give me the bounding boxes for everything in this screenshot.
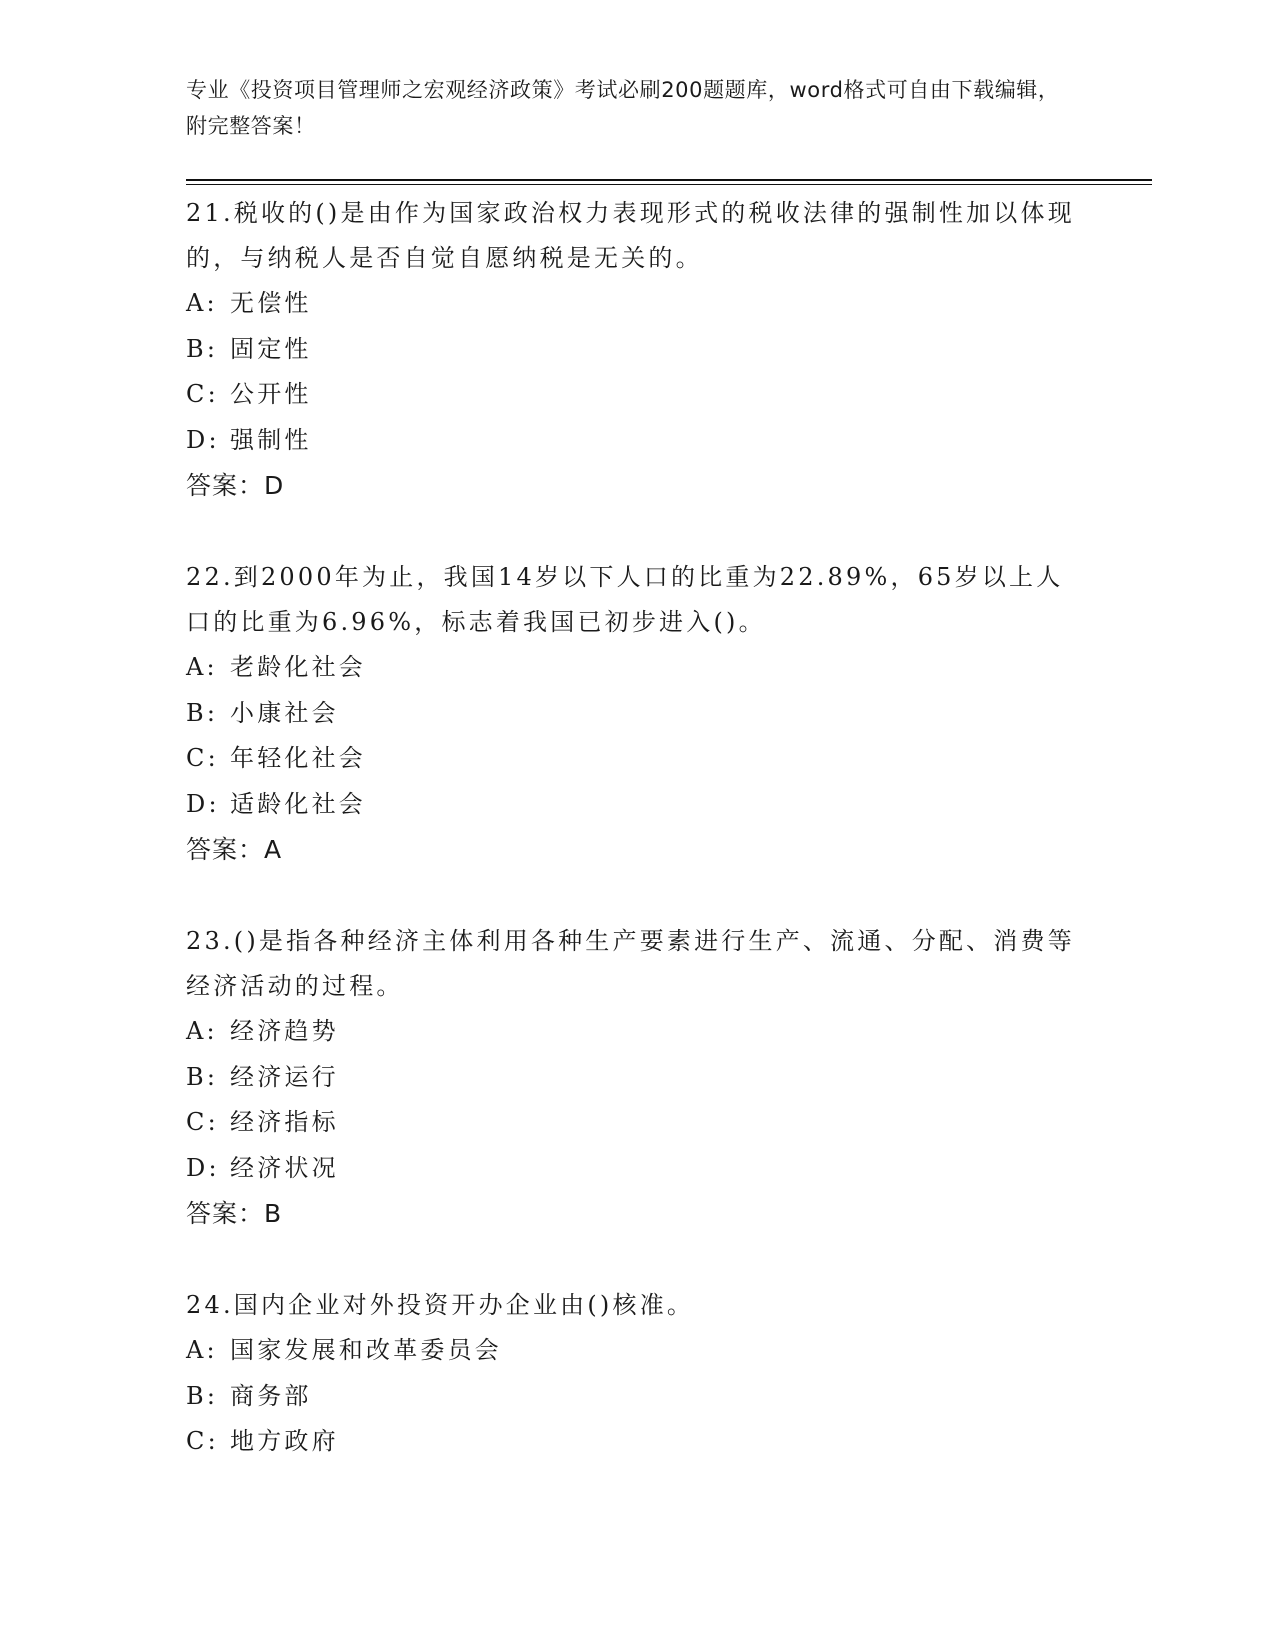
option-text: 无偿性	[230, 289, 312, 317]
header-rule-thin	[186, 184, 1152, 185]
header-rule-thick	[186, 179, 1152, 181]
option-d	[186, 418, 1086, 464]
option-letter: B:	[186, 1062, 219, 1091]
option-text: 经济指标	[230, 1108, 339, 1136]
option-letter: C:	[186, 1108, 219, 1136]
option-d	[186, 782, 1086, 828]
option-text: 经济状况	[230, 1153, 339, 1182]
option-text: 经济运行	[230, 1062, 339, 1091]
option-text: 老龄化社会	[230, 653, 366, 681]
option-c	[186, 736, 1086, 782]
option-b	[186, 1374, 1086, 1420]
option-a	[186, 1328, 1086, 1374]
option-letter: C:	[186, 1427, 219, 1455]
answer: 答案：A	[186, 835, 283, 864]
option-text: 强制性	[230, 425, 312, 454]
question-22	[186, 553, 1086, 873]
option-text: 适龄化社会	[230, 789, 366, 818]
option-text: 经济趋势	[230, 1017, 339, 1045]
option-letter: A:	[186, 1017, 218, 1045]
option-a	[186, 1009, 1086, 1055]
question-stem: 21.税收的()是由作为国家政治权力表现形式的税收法律的强制性加以体现的，与纳税人是否自觉自愿纳税是无关的。	[186, 199, 1075, 272]
option-c	[186, 1100, 1086, 1146]
option-letter: B:	[186, 698, 219, 727]
option-letter: B:	[186, 1381, 219, 1410]
option-b	[186, 691, 1086, 737]
option-letter: A:	[186, 653, 218, 681]
option-b	[186, 327, 1086, 373]
option-text: 地方政府	[230, 1427, 339, 1455]
option-text: 国家发展和改革委员会	[230, 1336, 502, 1364]
option-text: 公开性	[230, 380, 312, 408]
option-a	[186, 281, 1086, 327]
question-stem: 24.国内企业对外投资开办企业由()核准。	[186, 1291, 695, 1319]
option-text: 年轻化社会	[230, 744, 366, 772]
option-letter: D:	[186, 789, 220, 818]
option-letter: C:	[186, 380, 219, 408]
document-header: 专业《投资项目管理师之宏观经济政策》考试必刷200题题库，word格式可自由下载编辑，附完整答案！	[186, 78, 1060, 138]
option-a	[186, 645, 1086, 691]
option-text: 商务部	[230, 1381, 312, 1410]
question-21	[186, 189, 1086, 509]
option-c	[186, 372, 1086, 418]
question-23	[186, 917, 1086, 1237]
option-c	[186, 1419, 1086, 1465]
option-text: 小康社会	[230, 698, 339, 727]
question-24	[186, 1281, 1086, 1465]
option-letter: D:	[186, 1153, 220, 1182]
option-d	[186, 1146, 1086, 1192]
option-letter: A:	[186, 1336, 218, 1364]
option-letter: B:	[186, 334, 219, 363]
option-b	[186, 1055, 1086, 1101]
answer: 答案：D	[186, 471, 285, 500]
answer: 答案：B	[186, 1199, 283, 1228]
question-stem: 23.()是指各种经济主体利用各种生产要素进行生产、流通、分配、消费等经济活动的过程。	[186, 927, 1075, 1000]
option-letter: C:	[186, 744, 219, 772]
question-list	[186, 189, 1086, 1465]
question-stem: 22.到2000年为止，我国14岁以下人口的比重为22.89%，65岁以上人口的比重为6.96%，标志着我国已初步进入()。	[186, 563, 1064, 636]
option-letter: D:	[186, 425, 220, 454]
option-text: 固定性	[230, 334, 312, 363]
option-letter: A:	[186, 289, 218, 317]
